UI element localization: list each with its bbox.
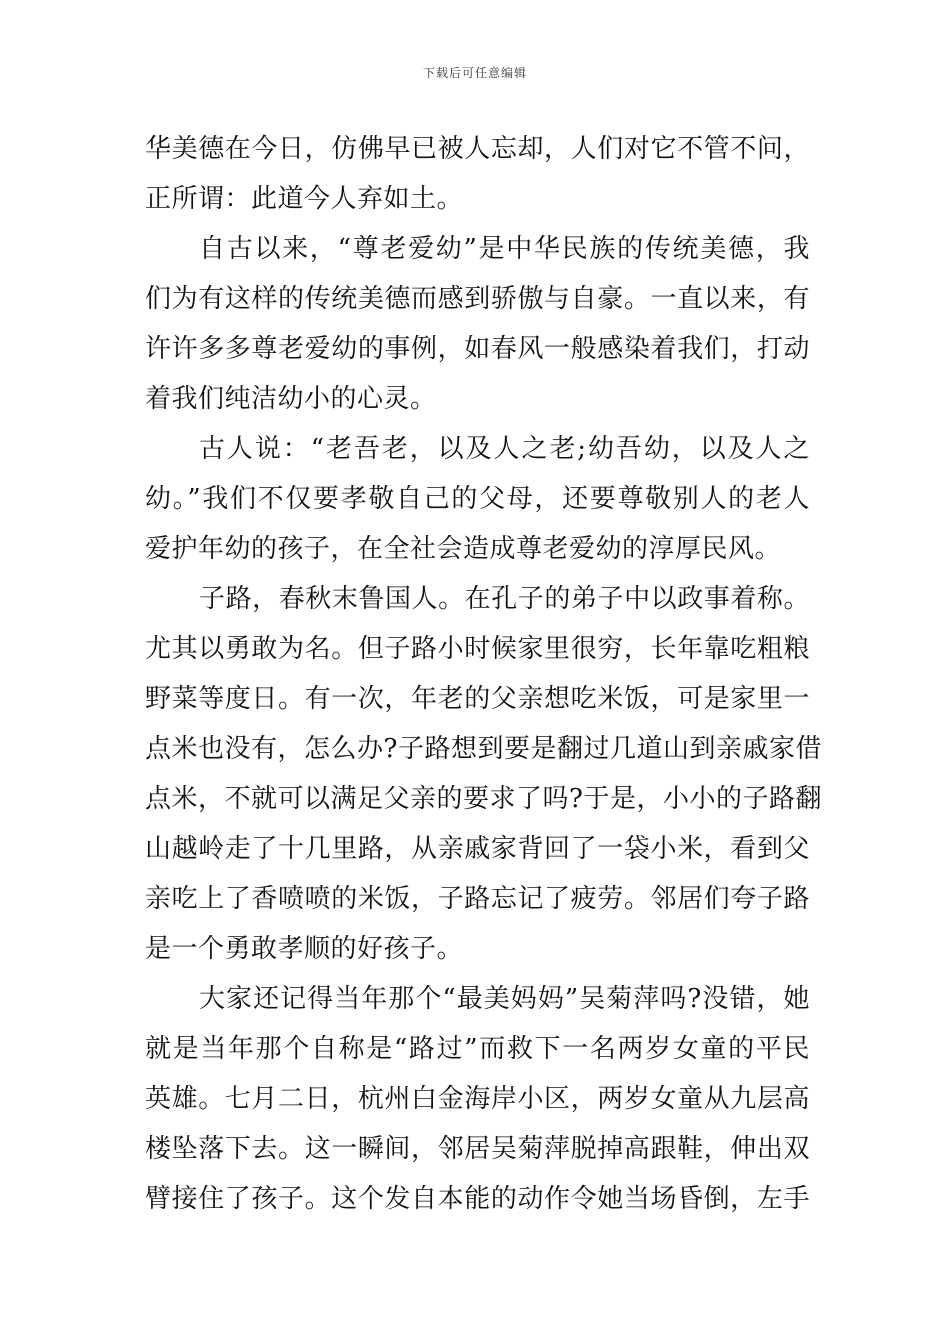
text-line: 亲吃上了香喷喷的米饭，子路忘记了疲劳。邻居们夸子路 <box>145 884 810 914</box>
paragraph-start-line: 大家还记得当年那个“最美妈妈”吴菊萍吗?没错，她 <box>199 984 810 1014</box>
text-line: 正所谓：此道今人弃如土。 <box>145 184 464 214</box>
text-line: 幼。”我们不仅要孝敬自己的父母，还要尊敬别人的老人 <box>145 484 810 514</box>
text-line: 是一个勇敢孝顺的好孩子。 <box>145 934 464 964</box>
text-line: 点米也没有，怎么办?子路想到要是翻过几道山到亲戚家借 <box>145 734 822 764</box>
text-line: 就是当年那个自称是“路过”而救下一名两岁女童的平民 <box>145 1034 810 1064</box>
paragraph-start-line: 古人说：“老吾老，以及人之老;幼吾幼，以及人之 <box>199 434 810 464</box>
document-body <box>145 124 822 1224</box>
text-line: 许许多多尊老爱幼的事例，如春风一般感染着我们，打动 <box>145 334 810 364</box>
text-line: 爱护年幼的孩子，在全社会造成尊老爱幼的淳厚民风。 <box>145 534 782 564</box>
page-header: 下载后可任意编辑 <box>422 66 527 80</box>
paragraph-start-line: 子路，春秋末鲁国人。在孔子的弟子中以政事着称。 <box>199 584 810 614</box>
paragraph-start-line: 自古以来，“尊老爱幼”是中华民族的传统美德，我 <box>199 234 810 264</box>
text-line: 华美德在今日，仿佛早已被人忘却，人们对它不管不问， <box>145 134 810 164</box>
text-line: 们为有这样的传统美德而感到骄傲与自豪。一直以来，有 <box>145 284 810 314</box>
text-line: 点米，不就可以满足父亲的要求了吗?于是，小小的子路翻 <box>145 784 822 814</box>
text-line: 楼坠落下去。这一瞬间，邻居吴菊萍脱掉高跟鞋，伸出双 <box>145 1134 810 1164</box>
text-line: 尤其以勇敢为名。但子路小时候家里很穷，长年靠吃粗粮 <box>145 634 810 664</box>
text-line: 野菜等度日。有一次，年老的父亲想吃米饭，可是家里一 <box>145 684 810 714</box>
text-line: 山越岭走了十几里路，从亲戚家背回了一袋小米，看到父 <box>145 834 810 864</box>
text-line: 臂接住了孩子。这个发自本能的动作令她当场昏倒，左手 <box>145 1184 810 1214</box>
text-line: 着我们纯洁幼小的心灵。 <box>145 384 437 414</box>
text-line: 英雄。七月二日，杭州白金海岸小区，两岁女童从九层高 <box>145 1084 810 1114</box>
